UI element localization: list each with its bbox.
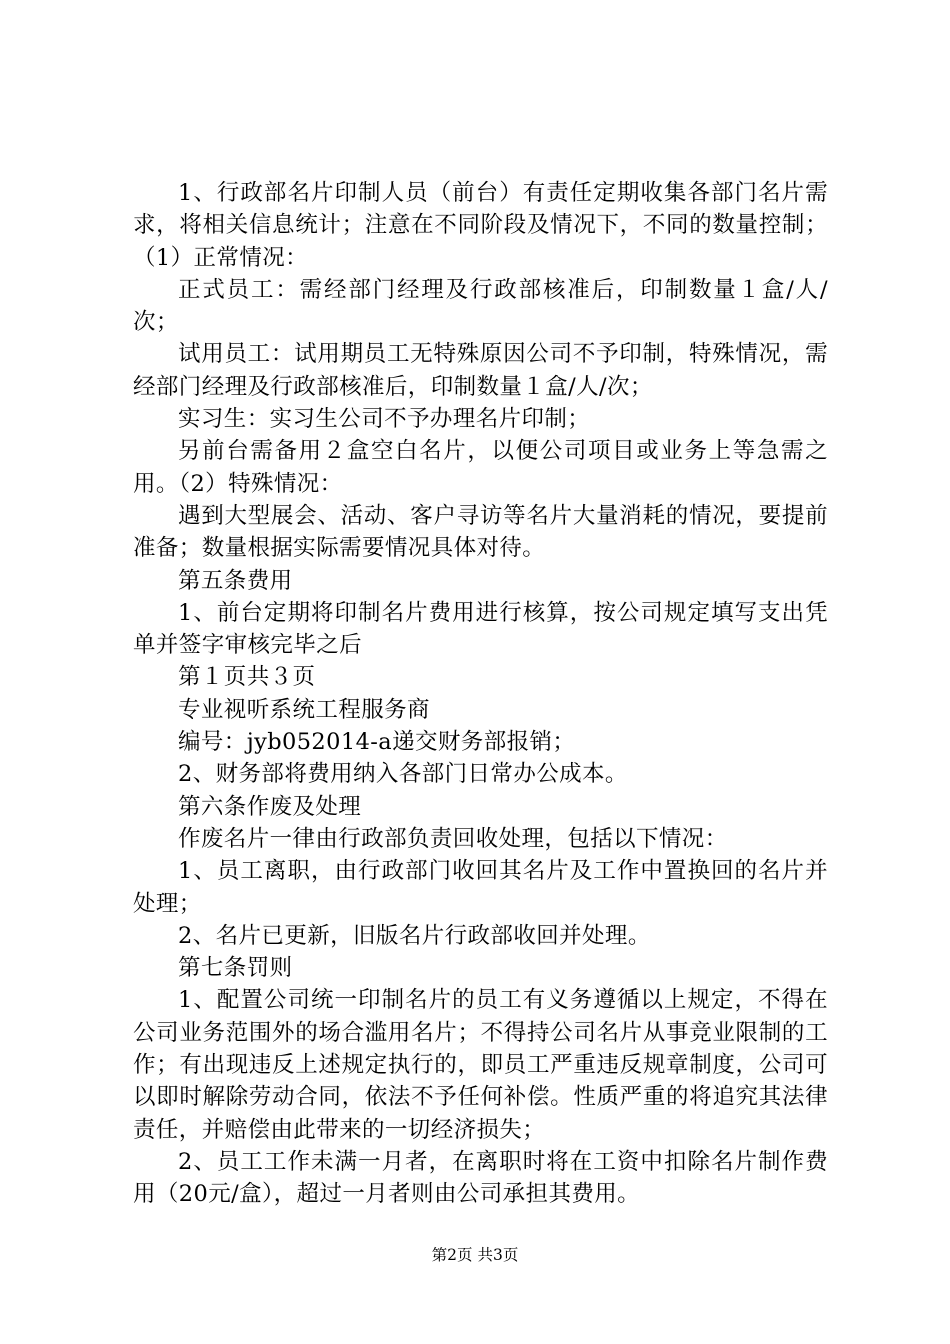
paragraph: 正式员工：需经部门经理及行政部核准后，印制数量１盒/人/次； [133,276,828,336]
paragraph: 2、名片已更新，旧版名片行政部收回并处理。 [178,922,651,949]
paragraph: 1、前台定期将印制名片费用进行核算，按公司规定填写支出凭单并签字审核完毕之后 [133,599,828,659]
section-heading: 第六条作废及处理 [178,793,362,820]
inline-page-number: 第１页共３页 [178,664,316,691]
page-number: 第2页 共3页 [431,1246,519,1264]
section-heading: 第七条罚则 [178,955,293,982]
paragraph: 1、行政部名片印制人员（前台）有责任定期收集各部门名片需求，将相关信息统计；注意在不同阶段及情况下，不同的数量控制；（1）正常情况： [133,180,828,271]
paragraph: 作废名片一律由行政部负责回收处理，包括以下情况： [178,825,728,852]
paragraph: 遇到大型展会、活动、客户寻访等名片大量消耗的情况，要提前准备；数量根据实际需要情况具体对待。 [133,502,828,562]
company-tagline: 专业视听系统工程服务商 [178,696,430,723]
page-footer [0,1245,950,1265]
paragraph: 编号：jyb052014-a递交财务部报销； [178,729,576,756]
document-body [133,177,828,1211]
paragraph: 试用员工：试用期员工无特殊原因公司不予印制，特殊情况，需经部门经理及行政部核准后，印制数量１盒/人/次； [133,341,828,400]
paragraph: 1、配置公司统一印制名片的员工有义务遵循以上规定，不得在公司业务范围外的场合滥用名片；不得持公司名片从事竞业限制的工作；有出现违反上述规定执行的，即员工严重违反规章制度，公司可以即时解除劳动合同，依法不予任何补偿。性质严重的将追究其法律责任，并赔偿由此带来的一切经济损失； [133,987,828,1143]
paragraph: 2、财务部将费用纳入各部门日常办公成本。 [178,761,628,788]
paragraph: 1、员工离职，由行政部门收回其名片及工作中置换回的名片并处理； [133,858,828,917]
paragraph: 另前台需备用２盒空白名片，以便公司项目或业务上等急需之用。（2）特殊情况： [133,438,828,497]
section-heading: 第五条费用 [178,567,293,594]
paragraph: 实习生：实习生公司不予办理名片印制； [178,406,591,433]
paragraph: 2、员工工作未满一月者，在离职时将在工资中扣除名片制作费用（20元/盒），超过一月者则由公司承担其费用。 [133,1148,828,1208]
